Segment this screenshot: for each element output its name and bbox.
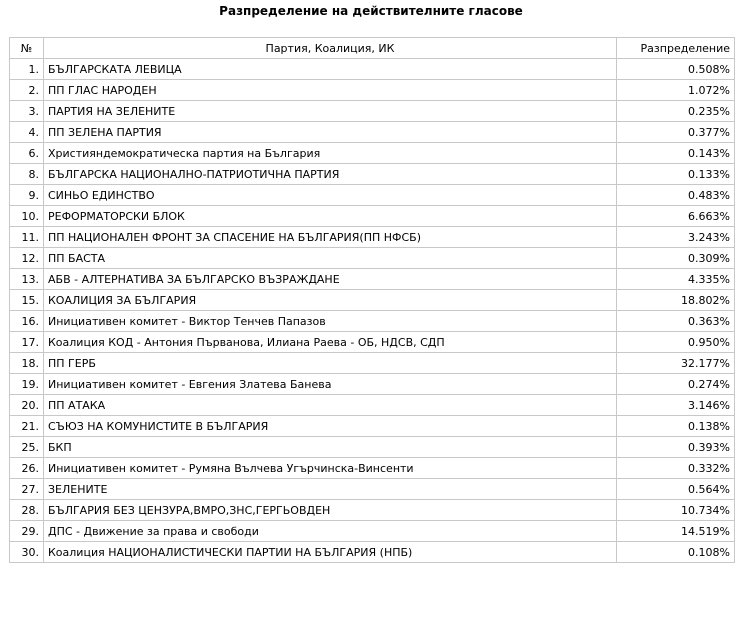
- row-distribution: 0.143%: [617, 143, 735, 164]
- row-party-name: ПП НАЦИОНАЛЕН ФРОНТ ЗА СПАСЕНИЕ НА БЪЛГАРИЯ(ПП НФСБ): [44, 227, 617, 248]
- row-distribution: 0.950%: [617, 332, 735, 353]
- row-party-name: Коалиция КОД - Антония Първанова, Илиана Раева - ОБ, НДСВ, СДП: [44, 332, 617, 353]
- table-header-row: [10, 38, 735, 59]
- table-row: [10, 227, 735, 248]
- row-distribution: 0.564%: [617, 479, 735, 500]
- row-party-name: Инициативен комитет - Евгения Златева Банева: [44, 374, 617, 395]
- row-distribution: 10.734%: [617, 500, 735, 521]
- table-row: [10, 80, 735, 101]
- row-distribution: 4.335%: [617, 269, 735, 290]
- row-party-name: Коалиция НАЦИОНАЛИСТИЧЕСКИ ПАРТИИ НА БЪЛГАРИЯ (НПБ): [44, 542, 617, 563]
- table-row: [10, 143, 735, 164]
- table-row: [10, 290, 735, 311]
- table-row: [10, 437, 735, 458]
- row-party-name: КОАЛИЦИЯ ЗА БЪЛГАРИЯ: [44, 290, 617, 311]
- row-distribution: 0.508%: [617, 59, 735, 80]
- row-number: 12.: [10, 248, 44, 269]
- row-party-name: ДПС - Движение за права и свободи: [44, 521, 617, 542]
- table-row: [10, 353, 735, 374]
- row-number: 18.: [10, 353, 44, 374]
- table-row: [10, 416, 735, 437]
- row-number: 30.: [10, 542, 44, 563]
- table-row: [10, 311, 735, 332]
- row-number: 4.: [10, 122, 44, 143]
- row-party-name: Християндемократическа партия на България: [44, 143, 617, 164]
- row-number: 19.: [10, 374, 44, 395]
- row-number: 8.: [10, 164, 44, 185]
- row-number: 10.: [10, 206, 44, 227]
- table-row: [10, 185, 735, 206]
- row-distribution: 6.663%: [617, 206, 735, 227]
- row-number: 26.: [10, 458, 44, 479]
- row-distribution: 18.802%: [617, 290, 735, 311]
- row-distribution: 0.363%: [617, 311, 735, 332]
- table-row: [10, 479, 735, 500]
- table-row: [10, 458, 735, 479]
- page-title: Разпределение на действителните гласове: [219, 4, 523, 18]
- row-number: 27.: [10, 479, 44, 500]
- table-row: [10, 500, 735, 521]
- row-number: 13.: [10, 269, 44, 290]
- row-party-name: ЗЕЛЕНИТЕ: [44, 479, 617, 500]
- row-distribution: 3.146%: [617, 395, 735, 416]
- row-number: 25.: [10, 437, 44, 458]
- table-row: [10, 332, 735, 353]
- table-body: [10, 59, 735, 563]
- row-number: 21.: [10, 416, 44, 437]
- row-party-name: БЪЛГАРСКАТА ЛЕВИЦА: [44, 59, 617, 80]
- table-row: [10, 521, 735, 542]
- row-number: 15.: [10, 290, 44, 311]
- row-number: 6.: [10, 143, 44, 164]
- row-number: 1.: [10, 59, 44, 80]
- row-distribution: 1.072%: [617, 80, 735, 101]
- row-number: 11.: [10, 227, 44, 248]
- row-party-name: БЪЛГАРИЯ БЕЗ ЦЕНЗУРА,ВМРО,ЗНС,ГЕРГЬОВДЕН: [44, 500, 617, 521]
- row-distribution: 0.133%: [617, 164, 735, 185]
- header-number: №: [10, 38, 44, 59]
- table-row: [10, 122, 735, 143]
- table-row: [10, 395, 735, 416]
- row-distribution: 0.108%: [617, 542, 735, 563]
- header-distribution: Разпределение: [617, 38, 735, 59]
- row-party-name: РЕФОРМАТОРСКИ БЛОК: [44, 206, 617, 227]
- table-row: [10, 248, 735, 269]
- table-row: [10, 164, 735, 185]
- row-party-name: АБВ - АЛТЕРНАТИВА ЗА БЪЛГАРСКО ВЪЗРАЖДАНЕ: [44, 269, 617, 290]
- row-number: 28.: [10, 500, 44, 521]
- table-row: [10, 542, 735, 563]
- table-row: [10, 206, 735, 227]
- row-distribution: 0.483%: [617, 185, 735, 206]
- row-number: 20.: [10, 395, 44, 416]
- row-number: 9.: [10, 185, 44, 206]
- row-party-name: ПП БАСТА: [44, 248, 617, 269]
- row-number: 29.: [10, 521, 44, 542]
- table-row: [10, 101, 735, 122]
- row-number: 2.: [10, 80, 44, 101]
- row-party-name: БЪЛГАРСКА НАЦИОНАЛНО-ПАТРИОТИЧНА ПАРТИЯ: [44, 164, 617, 185]
- table-row: [10, 59, 735, 80]
- row-distribution: 14.519%: [617, 521, 735, 542]
- row-party-name: ПП ГЛАС НАРОДЕН: [44, 80, 617, 101]
- row-number: 16.: [10, 311, 44, 332]
- table-row: [10, 269, 735, 290]
- row-party-name: СИНЬО ЕДИНСТВО: [44, 185, 617, 206]
- row-distribution: 0.377%: [617, 122, 735, 143]
- row-party-name: ПП ГЕРБ: [44, 353, 617, 374]
- row-party-name: Инициативен комитет - Виктор Тенчев Папазов: [44, 311, 617, 332]
- row-party-name: ПАРТИЯ НА ЗЕЛЕНИТЕ: [44, 101, 617, 122]
- row-number: 3.: [10, 101, 44, 122]
- row-distribution: 0.393%: [617, 437, 735, 458]
- row-party-name: БКП: [44, 437, 617, 458]
- row-distribution: 3.243%: [617, 227, 735, 248]
- row-number: 17.: [10, 332, 44, 353]
- row-party-name: ПП ЗЕЛЕНА ПАРТИЯ: [44, 122, 617, 143]
- row-distribution: 0.235%: [617, 101, 735, 122]
- row-party-name: Инициативен комитет - Румяна Вълчева Угърчинска-Винсенти: [44, 458, 617, 479]
- header-party: Партия, Коалиция, ИК: [44, 38, 617, 59]
- vote-distribution-table: [9, 37, 735, 563]
- row-distribution: 32.177%: [617, 353, 735, 374]
- row-distribution: 0.274%: [617, 374, 735, 395]
- row-distribution: 0.309%: [617, 248, 735, 269]
- row-distribution: 0.332%: [617, 458, 735, 479]
- row-distribution: 0.138%: [617, 416, 735, 437]
- table-row: [10, 374, 735, 395]
- row-party-name: СЪЮЗ НА КОМУНИСТИТЕ В БЪЛГАРИЯ: [44, 416, 617, 437]
- row-party-name: ПП АТАКА: [44, 395, 617, 416]
